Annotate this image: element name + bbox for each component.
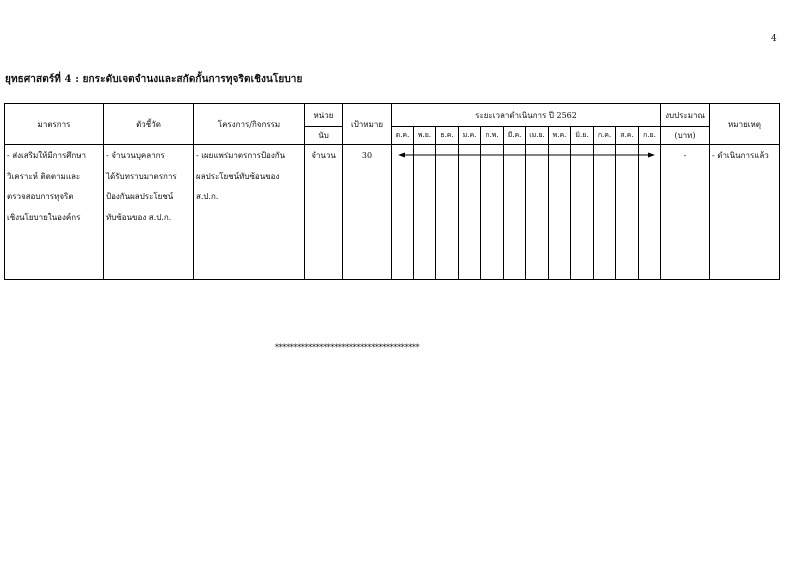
indicator-line: ทับซ้อนของ ส.ป.ก.	[106, 212, 172, 222]
header-unit-line1: หน่วย	[305, 104, 343, 127]
header-indicator: ตัวชี้วัด	[104, 104, 194, 145]
month-header: มิ.ย.	[571, 127, 594, 145]
header-measure: มาตรการ	[5, 104, 104, 145]
header-unit-line2: นับ	[305, 127, 343, 145]
unit-cell	[305, 145, 343, 280]
target-cell	[343, 145, 392, 280]
month-header: ธ.ค.	[436, 127, 459, 145]
target-value: 30	[361, 151, 373, 160]
table-row	[5, 145, 780, 280]
header-remark: หมายเหตุ	[710, 104, 780, 145]
month-header: พ.ค.	[549, 127, 571, 145]
strategy-heading: ยุทธศาสตร์ที่ 4 : ยกระดับเจตจำนงและสกัดกั้นการทุจริตเชิงนโยบาย	[5, 74, 303, 85]
header-period: ระยะเวลาดำเนินการ ปี 2562	[392, 104, 661, 127]
budget-cell	[661, 145, 710, 280]
measure-line: เชิงนโยบายในองค์กร	[7, 212, 81, 222]
header-project: โครงการ/กิจกรรม	[194, 104, 305, 145]
unit-value: จำนวน	[311, 151, 336, 160]
plan-table	[4, 103, 780, 280]
indicator-line: ได้รับทราบมาตรการ	[106, 171, 177, 181]
month-header: ก.พ.	[481, 127, 504, 145]
month-header: มี.ค.	[504, 127, 526, 145]
month-header: เม.ย.	[526, 127, 549, 145]
footer-stars: ***************************************	[275, 343, 420, 352]
month-header: ม.ค.	[459, 127, 481, 145]
header-budget-line2: (บาท)	[661, 127, 710, 145]
measure-line: วิเคราะห์ ติดตามและ	[7, 171, 81, 181]
header-budget-line1: งบประมาณ	[661, 104, 710, 127]
duration-arrow	[392, 145, 661, 167]
project-cell	[194, 145, 305, 280]
header-row-1	[5, 104, 780, 127]
project-line: ผลประโยชน์ทับซ้อนของ	[196, 171, 280, 181]
page-number: 4	[771, 34, 777, 44]
indicator-line: - จำนวนบุคลากร	[106, 151, 165, 160]
month-header: ต.ค.	[392, 127, 414, 145]
month-header: ก.ค.	[594, 127, 616, 145]
remark-value: - ดำเนินการแล้ว	[712, 151, 769, 160]
month-header: พ.ย.	[414, 127, 436, 145]
timeline-cell	[392, 145, 661, 280]
indicator-cell	[104, 145, 194, 280]
measure-line: - ส่งเสริมให้มีการศึกษา	[7, 151, 86, 160]
month-header: ก.ย.	[639, 127, 661, 145]
header-target: เป้าหมาย	[343, 104, 392, 145]
project-line: ส.ป.ก.	[196, 192, 219, 201]
month-header: ส.ค.	[616, 127, 639, 145]
budget-value: -	[683, 151, 687, 160]
measure-line: ตรวจสอบการทุจริต	[7, 192, 74, 201]
indicator-line: ป้องกันผลประโยชน์	[106, 192, 174, 201]
remark-cell	[710, 145, 780, 280]
project-line: - เผยแพร่มาตรการป้องกัน	[196, 151, 286, 160]
measure-cell	[5, 145, 104, 280]
